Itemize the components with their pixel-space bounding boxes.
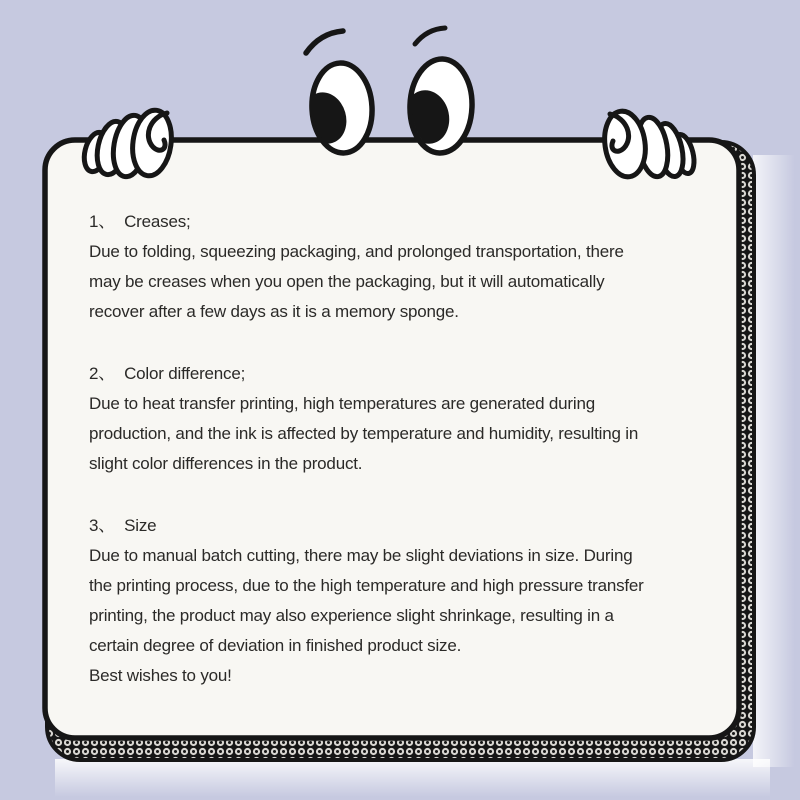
section-heading: 2、 Color difference;	[89, 364, 246, 383]
notice-section-size	[89, 511, 737, 691]
section-heading: 1、 Creases;	[89, 212, 191, 231]
notice-section-color-difference	[89, 359, 737, 479]
text-line: may be creases when you open the packaging, but it will automatically	[89, 272, 605, 291]
section-heading: 3、 Size	[89, 516, 157, 535]
text-line: slight color differences in the product.	[89, 454, 363, 473]
text-line: certain degree of deviation in finished product size.	[89, 636, 462, 655]
notice-board-text	[89, 207, 737, 691]
text-line: production, and the ink is affected by temperature and humidity, resulting in	[89, 424, 639, 443]
text-line: recover after a few days as it is a memory sponge.	[89, 302, 459, 321]
text-line: printing, the product may also experience slight shrinkage, resulting in a	[89, 606, 614, 625]
text-line: the printing process, due to the high temperature and high pressure transfer	[89, 576, 644, 595]
text-line: Due to folding, squeezing packaging, and prolonged transportation, there	[89, 242, 624, 261]
right-glow	[753, 155, 795, 767]
closing-line: Best wishes to you!	[89, 666, 232, 685]
bottom-glow	[55, 759, 770, 797]
notice-section-creases	[89, 207, 737, 327]
text-line: Due to heat transfer printing, high temperatures are generated during	[89, 394, 595, 413]
text-line: Due to manual batch cutting, there may be slight deviations in size. During	[89, 546, 633, 565]
